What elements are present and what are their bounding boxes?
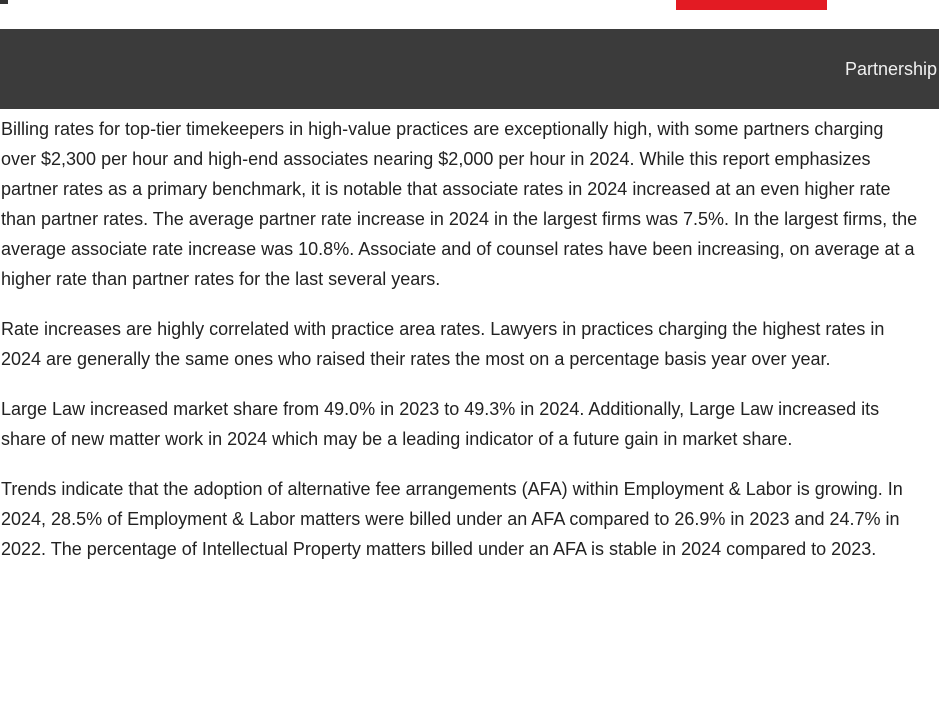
top-header: [0, 0, 939, 29]
nav-item-partnership[interactable]: Partnership: [845, 59, 938, 79]
main-navigation: [0, 29, 939, 109]
article-paragraph: Rate increases are highly correlated with practice area rates. Lawyers in practices charging the highest rates in 2024 are generally the same ones who raised their rates the most on a percentage basis year over year.: [1, 319, 885, 369]
article-paragraph: Large Law increased market share from 49.0% in 2023 to 49.3% in 2024. Additionally, Large Law increased its share of new matter work in 2024 which may be a leading indicator of a future gain in market share.: [1, 399, 880, 449]
logo-fragment: [0, 0, 8, 4]
article-body: [0, 114, 921, 584]
article-paragraph: Billing rates for top-tier timekeepers in high-value practices are exceptionally high, with some partners charging over $2,300 per hour and high-end associates nearing $2,000 per hour in 2024. While this report emphasizes partner rates as a primary benchmark, it is notable that associate rates in 2024 increased at an even higher rate than partner rates. The average partner rate increase in 2024 in the largest firms was 7.5%. In the largest firms, the average associate rate increase was 10.8%. Associate and of counsel rates have been increasing, on average at a higher rate than partner rates for the last several years.: [1, 119, 918, 289]
article-paragraph: Trends indicate that the adoption of alternative fee arrangements (AFA) within Employment & Labor is growing. In 2024, 28.5% of Employment & Labor matters were billed under an AFA compared to 26.9% in 2023 and 24.7% in 2022. The percentage of Intellectual Property matters billed under an AFA is stable in 2024 compared to 2023.: [1, 479, 903, 559]
cta-button[interactable]: [676, 0, 827, 10]
